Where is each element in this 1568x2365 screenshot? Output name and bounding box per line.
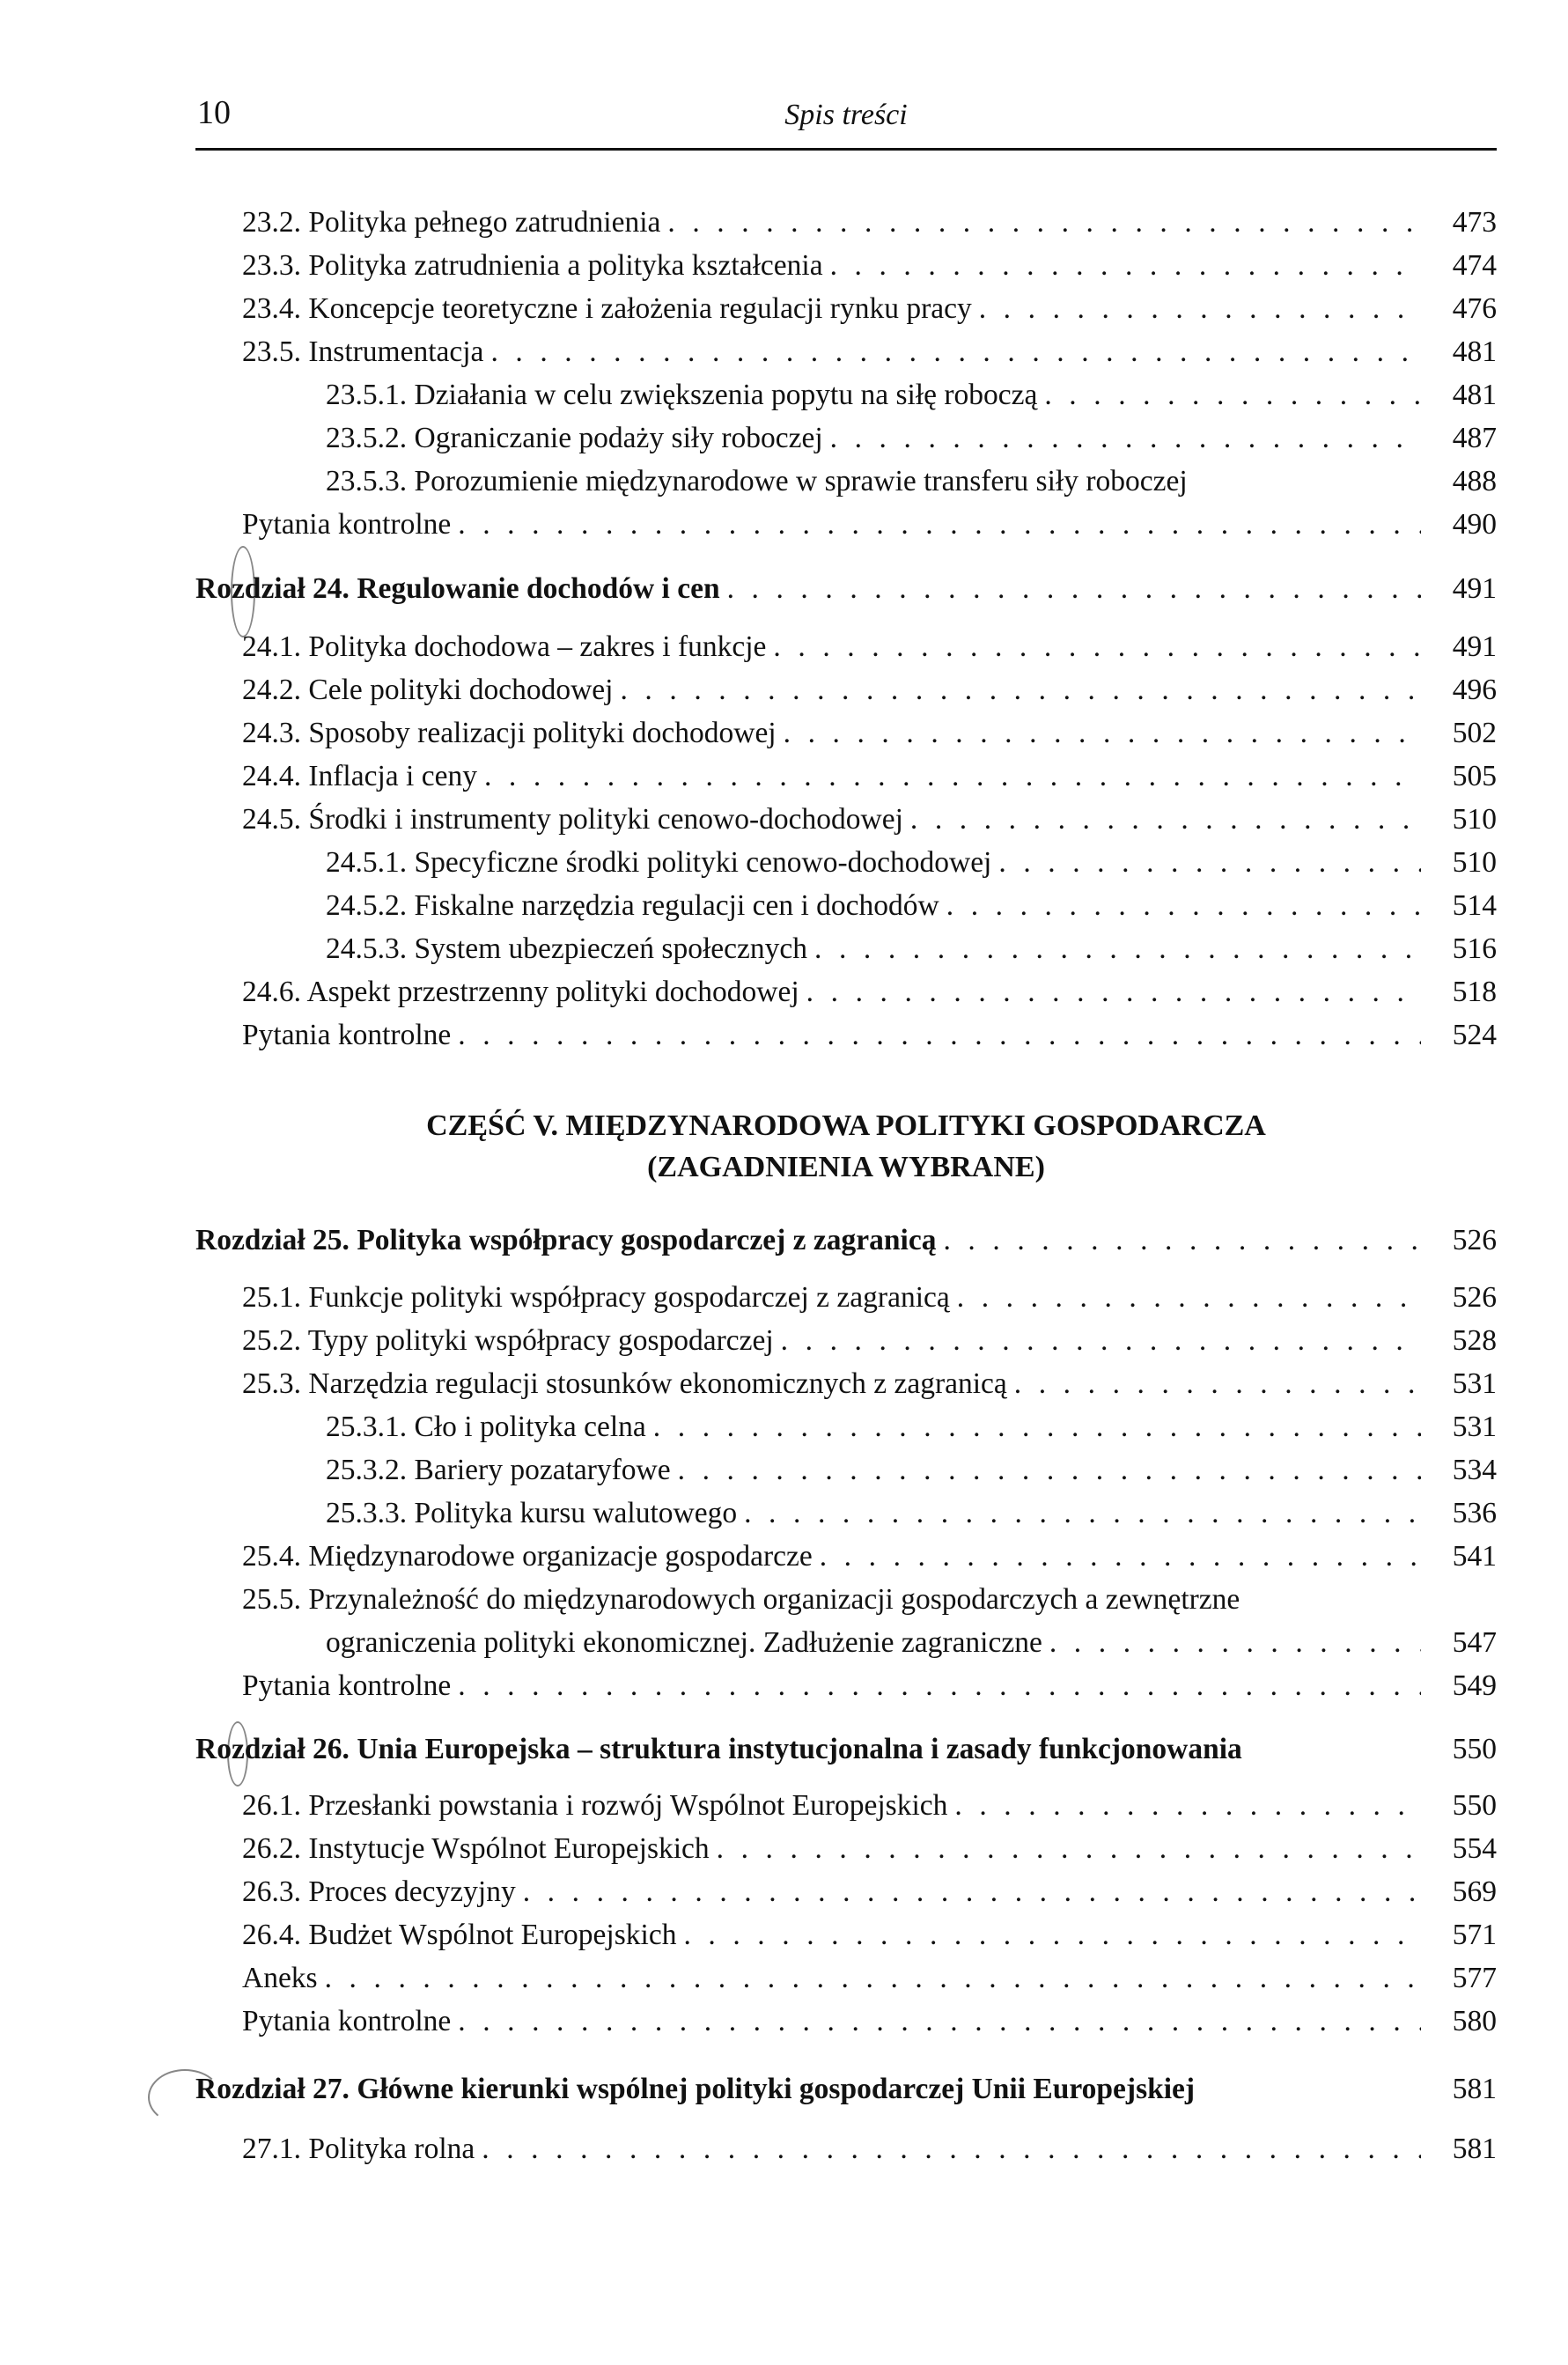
entry-title: Typy polityki współpracy gospodarczej [307,1324,774,1357]
header-rule [195,148,1497,151]
page-number: 10 [197,94,231,131]
entry-title: Międzynarodowe organizacje gospodarcze [308,1540,813,1573]
entry-number: 23.5. [242,335,301,368]
entry-title: Polityka rolna [308,2133,475,2165]
dot-leader [484,756,1421,797]
toc-entry[interactable] [242,1872,1497,1912]
entry-title: Porozumienie międzynarodowe w sprawie transferu siły roboczej [414,465,1188,497]
dot-leader [620,670,1421,711]
entry-title: Cło i polityka celna [414,1411,646,1443]
entry-page: 549 [1452,1669,1497,1702]
entry-page: 571 [1452,1919,1497,1951]
entry-number: 24.3. [242,717,301,749]
entry-page: 488 [1452,465,1497,497]
chapter-title: Główne kierunki wspólnej polityki gospodarczej Unii Europejskiej [357,2073,1196,2105]
entry-title: Cele polityki dochodowej [308,674,614,706]
chapter-page: 581 [1452,2073,1497,2105]
entry-title: Sposoby realizacji polityki dochodowej [308,717,777,749]
running-title: Spis treści [784,99,908,131]
entry-number: 27.1. [242,2133,301,2165]
entry-page: 496 [1452,674,1497,706]
entry-title: Polityka zatrudnienia a polityka kształcenia [308,249,823,282]
dot-leader [683,1915,1421,1956]
entry-title: Inflacja i ceny [308,760,477,792]
entry-number: 23.3. [242,249,301,282]
entry-page: 531 [1452,1367,1497,1400]
toc-entry-questions[interactable] [242,1015,1497,1056]
entry-number: 23.5.3. [326,465,408,497]
toc-entry[interactable] [242,332,1497,372]
page-header [195,88,1497,151]
entry-title: Pytania kontrolne [242,1669,452,1702]
entry-page: 502 [1452,717,1497,749]
entry-page: 547 [1452,1626,1497,1659]
toc-entry[interactable] [326,461,1497,502]
entry-number: 25.3. [242,1367,301,1400]
entry-number: 25.5. [242,1583,301,1616]
chapter-title: Polityka współpracy gospodarczej z zagranicą [357,1224,937,1256]
entry-number: 24.6. [242,976,301,1008]
entry-title: Ograniczanie podaży siły roboczej [414,422,823,454]
dot-leader [946,886,1421,926]
entry-page: 487 [1452,422,1497,454]
entry-title: Budżet Wspólnot Europejskich [308,1919,677,1951]
entry-page: 526 [1452,1281,1497,1314]
entry-title: Koncepcje teoretyczne i założenia regulacji rynku pracy [308,292,972,325]
dot-leader [482,2129,1421,2170]
entry-title: Proces decyzyjny [308,1875,516,1908]
dot-leader [979,289,1421,329]
toc-entry[interactable] [326,843,1497,883]
entry-page: 505 [1452,760,1497,792]
entry-number: 24.5. [242,803,301,836]
entry-number: 25.3.2. [326,1454,408,1486]
part-heading-line1: CZĘŚĆ V. MIĘDZYNARODOWA POLITYKI GOSPODARCZA [426,1109,1266,1142]
entry-title: Przesłanki powstania i rozwój Wspólnot Europejskich [308,1789,948,1822]
toc-entry[interactable] [326,1450,1497,1491]
entry-number: 25.3.1. [326,1411,408,1443]
dot-leader [667,203,1421,243]
entry-page: 491 [1452,630,1497,663]
entry-page: 581 [1452,2133,1497,2165]
toc-entry[interactable] [242,756,1497,797]
dot-leader [653,1407,1421,1448]
entry-title: Instytucje Wspólnot Europejskich [308,1832,710,1865]
toc-chapter-25[interactable] [195,1220,1497,1261]
toc-entry[interactable] [242,627,1497,667]
entry-page: 528 [1452,1324,1497,1357]
entry-page: 524 [1452,1019,1497,1051]
toc-entry[interactable] [242,1829,1497,1869]
toc-entry[interactable] [242,972,1497,1013]
entry-number: 25.1. [242,1281,301,1314]
entry-number: 25.2. [242,1324,301,1357]
chapter-title: Unia Europejska – struktura instytucjonalna i zasady funkcjonowania [357,1733,1242,1765]
entry-page: 580 [1452,2005,1497,2037]
dot-leader [727,569,1421,609]
chapter-page: 550 [1452,1733,1497,1765]
entry-title: Funkcje polityki współpracy gospodarczej z zagranicą [308,1281,950,1314]
entry-page: 474 [1452,249,1497,282]
chapter-title: Regulowanie dochodów i cen [357,572,720,605]
entry-title: Polityka kursu walutowego [414,1497,738,1529]
entry-number: 24.4. [242,760,301,792]
entry-number: 23.5.2. [326,422,408,454]
entry-title: Przynależność do międzynarodowych organizacji gospodarczych a zewnętrzne [308,1583,1240,1616]
entry-title: Instrumentacja [308,335,484,368]
entry-number: 24.1. [242,630,301,663]
entry-number: 26.4. [242,1919,301,1951]
dot-leader [490,332,1421,372]
toc-entry-annex[interactable] [242,1958,1497,1999]
dot-leader [998,843,1421,883]
entry-page: 473 [1452,206,1497,239]
dot-leader [943,1220,1421,1261]
chapter-number: Rozdział 26. [195,1733,350,1765]
dot-leader [814,929,1421,969]
dot-leader [325,1958,1421,1999]
toc-entry[interactable] [242,1536,1497,1577]
toc-entry-questions[interactable] [242,2001,1497,2042]
entry-title: Narzędzia regulacji stosunków ekonomicznych z zagranicą [308,1367,1007,1400]
entry-title: Pytania kontrolne [242,2005,452,2037]
dot-leader [458,1666,1421,1706]
toc-entry[interactable] [242,2129,1497,2170]
entry-title: Pytania kontrolne [242,508,452,541]
entry-title: Polityka pełnego zatrudnienia [308,206,661,239]
dot-leader [830,418,1421,459]
toc-entry[interactable] [242,713,1497,754]
toc-entry[interactable] [242,1364,1497,1404]
entry-number: 26.3. [242,1875,301,1908]
entry-page: 481 [1452,335,1497,368]
entry-number: 24.5.2. [326,889,408,922]
entry-number: 23.2. [242,206,301,239]
entry-page: 534 [1452,1454,1497,1486]
toc-chapter-26[interactable] [195,1729,1497,1770]
dot-leader [773,627,1421,667]
entry-number: 26.1. [242,1789,301,1822]
dot-leader [1044,375,1421,416]
entry-number: 23.5.1. [326,379,408,411]
entry-number: 25.3.3. [326,1497,408,1529]
entry-title: Aspekt przestrzenny polityki dochodowej [306,976,799,1008]
entry-number: 25.4. [242,1540,301,1573]
chapter-page: 491 [1452,572,1497,605]
dot-leader [957,1278,1421,1318]
toc-entry[interactable] [326,1493,1497,1534]
toc-entry[interactable] [326,886,1497,926]
toc-entry-25-5-line1[interactable] [242,1580,1240,1620]
dot-leader [781,1321,1421,1361]
toc-entry[interactable] [242,1786,1497,1826]
toc-entry[interactable] [242,670,1497,711]
dot-leader [954,1786,1421,1826]
entry-number: 26.2. [242,1832,301,1865]
entry-page: 514 [1452,889,1497,922]
dot-leader [458,505,1421,545]
entry-page: 541 [1452,1540,1497,1573]
chapter-number: Rozdział 27. [195,2073,350,2105]
entry-page: 510 [1452,846,1497,879]
entry-number: 24.2. [242,674,301,706]
dot-leader [1014,1364,1421,1404]
entry-page: 554 [1452,1832,1497,1865]
dot-leader [744,1493,1421,1534]
entry-title: Specyficzne środki polityki cenowo-dochodowej [414,846,992,879]
dot-leader [678,1450,1421,1491]
entry-title: System ubezpieczeń społecznych [414,932,807,965]
dot-leader [910,799,1421,840]
dot-leader [830,246,1421,286]
entry-title: Fiskalne narzędzia regulacji cen i dochodów [414,889,939,922]
chapter-page: 526 [1452,1224,1497,1256]
dot-leader [458,1015,1421,1056]
part-heading-line2: (ZAGADNIENIA WYBRANE) [647,1151,1045,1183]
entry-page: 550 [1452,1789,1497,1822]
dot-leader [1049,1623,1421,1663]
entry-number: 24.5.3. [326,932,408,965]
toc-entry[interactable] [242,289,1497,329]
entry-number: 24.5.1. [326,846,408,879]
entry-page: 569 [1452,1875,1497,1908]
toc-entry[interactable] [242,203,1497,243]
dot-leader [806,972,1421,1013]
chapter-number: Rozdział 25. [195,1224,350,1256]
entry-page: 531 [1452,1411,1497,1443]
toc-chapter-24[interactable] [195,569,1497,609]
dot-leader [523,1872,1421,1912]
entry-page: 516 [1452,932,1497,965]
entry-title-continued: ograniczenia polityki ekonomicznej. Zadłużenie zagraniczne [326,1626,1042,1659]
entry-title: Działania w celu zwiększenia popytu na siłę roboczą [414,379,1038,411]
toc-entry-questions[interactable] [242,1666,1497,1706]
toc-entry-25-5-line2[interactable] [326,1623,1497,1663]
entry-title: Pytania kontrolne [242,1019,452,1051]
chapter-number: Rozdział 24. [195,572,350,605]
entry-number: 23.4. [242,292,301,325]
entry-title: Aneks [242,1962,318,1994]
entry-title: Bariery pozataryfowe [414,1454,671,1486]
toc-entry[interactable] [242,1915,1497,1956]
dot-leader [458,2001,1421,2042]
entry-page: 536 [1452,1497,1497,1529]
entry-page: 490 [1452,508,1497,541]
toc-entry[interactable] [326,1407,1497,1448]
entry-page: 518 [1452,976,1497,1008]
dot-leader [820,1536,1421,1577]
entry-title: Polityka dochodowa – zakres i funkcje [308,630,767,663]
toc-entry[interactable] [326,929,1497,969]
entry-page: 510 [1452,803,1497,836]
toc-chapter-27[interactable] [195,2069,1497,2110]
toc-entry[interactable] [326,418,1497,459]
toc-entry[interactable] [242,246,1497,286]
entry-page: 577 [1452,1962,1497,1994]
toc-entry[interactable] [242,1321,1497,1361]
toc-entry[interactable] [242,799,1497,840]
toc-entry[interactable] [326,375,1497,416]
entry-title: Środki i instrumenty polityki cenowo-dochodowej [308,803,903,836]
dot-leader [717,1829,1421,1869]
toc-entry[interactable] [242,1278,1497,1318]
toc-entry-questions[interactable] [242,505,1497,545]
dot-leader [784,713,1421,754]
entry-page: 481 [1452,379,1497,411]
entry-page: 476 [1452,292,1497,325]
